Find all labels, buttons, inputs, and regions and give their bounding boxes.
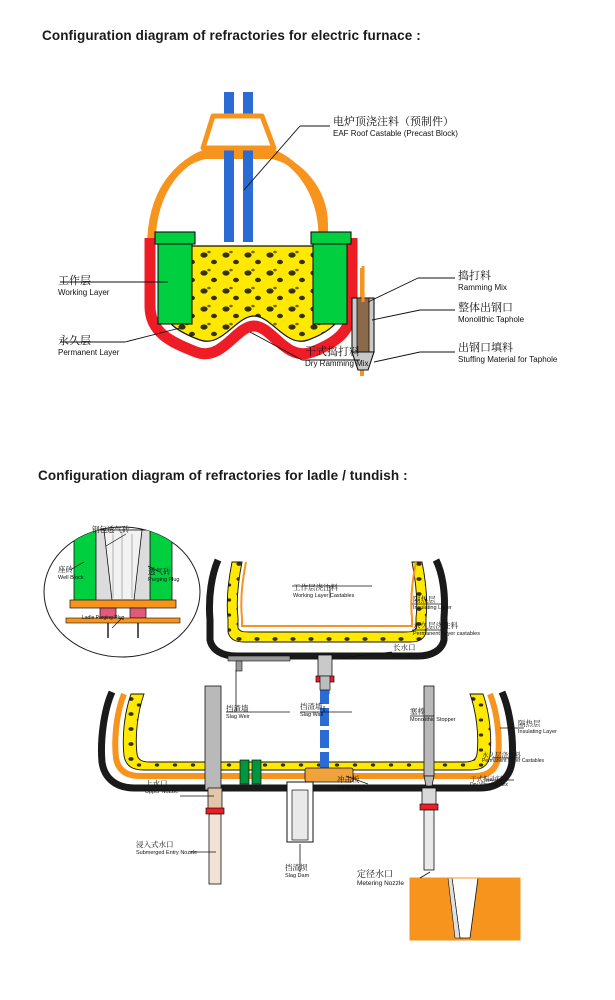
label-en: Dry Vibrating Mix (470, 782, 508, 789)
label-en: Permanent Layer Castables (482, 758, 544, 765)
label-cn: 工作层浇注料 (293, 583, 338, 592)
label-en: Insulating Layer (413, 604, 452, 611)
page-title-ladle: Configuration diagram of refractories for ladle / tundish : (38, 468, 408, 483)
label-cn: 工作层 (58, 274, 91, 287)
label-insulating-layer-tundish (518, 720, 557, 735)
label-en: Well Block (58, 574, 84, 581)
label-en: Ramming Mix (458, 282, 507, 292)
label-cn: 钢包透气砖 (92, 525, 130, 534)
label-monolithic-stopper (410, 708, 456, 723)
roof-cap (203, 116, 274, 148)
label-cn: 长水口 (393, 643, 416, 652)
label-cn: 捣打料 (458, 269, 491, 282)
label-impact-pad (337, 776, 365, 791)
label-well-block (58, 566, 84, 581)
label-en: Slag Dam (285, 872, 310, 879)
label-permanent-layer-castables-ladle (413, 622, 480, 637)
label-cn: 挡渣墙 (226, 704, 249, 713)
furnace-diagram (0, 70, 615, 400)
label-en: Dry Ramming Mix (305, 358, 369, 368)
label-ladle-purging-plug-title (92, 526, 130, 535)
label-cn: 透气砖 (148, 567, 171, 576)
label-cn: 干式振动料 (470, 775, 503, 783)
label-working-layer-castables (293, 584, 354, 599)
label-en: Submerged Entry Nozzle (136, 849, 198, 856)
label-cn: 干式捣打料 (305, 345, 360, 358)
purging-plug-inset (44, 527, 200, 657)
label-cn: 电炉顶浇注料（预制件） (333, 115, 454, 128)
label-cn: 出钢口填料 (458, 341, 513, 354)
label-en: Monolithic Stopper (410, 716, 456, 723)
label-working-layer (58, 275, 109, 297)
label-en: Shroud (393, 652, 411, 659)
label-upper-nozzle (145, 780, 178, 795)
label-cn: 塞棒 (410, 707, 425, 716)
label-en: Slag Wall (300, 711, 324, 718)
label-cn: 上水口 (145, 779, 168, 788)
label-cn: 整体出钢口 (458, 301, 513, 314)
ladle-tundish-diagram (0, 500, 615, 980)
label-slag-wall (300, 703, 323, 718)
label-insulating-layer-ladle (413, 596, 452, 611)
label-en: Purging Plug (148, 576, 180, 583)
label-dry-ramming-mix (305, 346, 369, 368)
label-cn: 浸入式水口 (136, 840, 174, 849)
label-eaf-roof-castable (333, 116, 458, 138)
label-shroud (393, 644, 416, 659)
label-en: Permanent Layer castables (413, 630, 480, 637)
metering-nozzle-detail (410, 878, 520, 940)
label-submerged-entry-nozzle (136, 841, 197, 856)
label-monolithic-taphole (458, 302, 524, 324)
label-slag-weir (226, 705, 250, 720)
label-en: Ladle Purging Plug (82, 615, 125, 621)
label-ramming-mix (458, 270, 507, 292)
label-ladle-purging-plug (82, 616, 124, 622)
label-permanent-layer-castables-tundish (482, 752, 544, 765)
label-permanent-layer (58, 335, 119, 357)
label-cn: 隔热层 (518, 719, 541, 728)
label-cn: 冲击板 (337, 775, 360, 784)
label-en: Permanent Layer (58, 347, 120, 357)
label-purging-plug (148, 568, 180, 583)
label-cn: 永久层浇注料 (413, 621, 458, 630)
label-en: Upper Nozzle (145, 788, 179, 795)
label-cn: 永久层 (58, 334, 91, 347)
label-en: Metering Nozzle (357, 880, 404, 888)
label-stuffing-material (458, 342, 557, 364)
label-en: Slag Weir (226, 713, 250, 720)
label-en: Impact Pad (337, 784, 365, 791)
label-cn: 挡渣坝 (285, 863, 308, 872)
label-slag-dam (285, 864, 309, 879)
label-en: Working Layer (58, 287, 110, 297)
label-en: Monolithic Taphole (458, 314, 525, 324)
ladle-slide-gate (228, 656, 290, 671)
label-metering-nozzle (357, 870, 404, 888)
label-en: Working Layer Castables (293, 592, 355, 599)
label-en: EAF Roof Castable (Precast Block) (333, 128, 458, 138)
label-cn: 挡渣墙 (300, 702, 323, 711)
label-en: Insulating Layer (518, 728, 557, 735)
label-en: Stuffing Material for Taphole (458, 354, 558, 364)
label-cn: 永久层浇注料 (482, 751, 521, 759)
label-cn: 定径水口 (357, 870, 394, 880)
label-cn: 座砖 (58, 565, 73, 574)
label-dry-vibrating-mix (470, 776, 508, 789)
label-cn: 隔热层 (413, 595, 436, 604)
page-title-furnace: Configuration diagram of refractories for electric furnace : (42, 28, 421, 43)
